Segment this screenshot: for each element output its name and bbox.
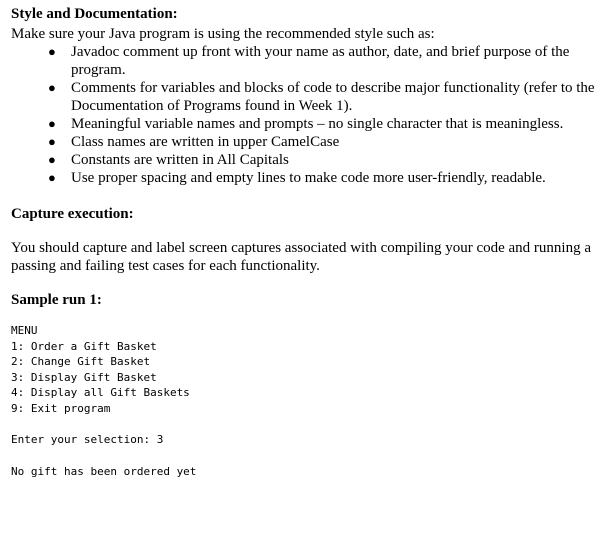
style-bullet-list [11, 43, 596, 187]
selection-prompt: Enter your selection: 3 [11, 433, 164, 446]
list-item-text: Meaningful variable names and prompts – no single character that is meaningless. [71, 116, 564, 132]
list-item-text: Constants are written in All Capitals [71, 152, 289, 168]
menu-item: 9: Exit program [11, 401, 111, 415]
list-item [11, 115, 596, 133]
list-item [11, 133, 596, 151]
document-page [11, 5, 596, 479]
menu-item: 3: Display Gift Basket [11, 370, 157, 384]
capture-execution-text: You should capture and label screen captures associated with compiling your code and running a passing and failing test cases for each functionality. [11, 240, 591, 274]
bullet-icon: ● [48, 80, 56, 95]
list-item-text: Javadoc comment up front with your name as author, date, and brief purpose of the program. [71, 44, 570, 78]
list-item-text: Class names are written in upper CamelCase [71, 134, 340, 150]
menu-item: 1: Order a Gift Basket [11, 339, 157, 353]
menu-item: 2: Change Gift Basket [11, 355, 151, 368]
bullet-icon: ● [48, 116, 56, 131]
result-message: No gift has been ordered yet [11, 464, 197, 478]
bullet-icon: ● [48, 152, 56, 167]
list-item [11, 151, 596, 169]
sample-run-output [11, 323, 596, 479]
bullet-icon: ● [48, 44, 56, 59]
style-documentation-heading: Style and Documentation: [11, 6, 178, 22]
list-item-text: Use proper spacing and empty lines to make code more user-friendly, readable. [71, 170, 546, 186]
list-item [11, 79, 596, 115]
style-intro-text: Make sure your Java program is using the recommended style such as: [11, 26, 435, 42]
list-item-text: Comments for variables and blocks of code to describe major functionality (refer to the Documentation of Programs found in Week 1). [71, 80, 595, 114]
bullet-icon: ● [48, 134, 56, 149]
menu-title: MENU [11, 324, 38, 337]
list-item [11, 169, 596, 187]
menu-item: 4: Display all Gift Baskets [11, 386, 190, 399]
sample-run-heading: Sample run 1: [11, 292, 102, 308]
list-item [11, 43, 596, 79]
capture-execution-heading: Capture execution: [11, 206, 134, 222]
bullet-icon: ● [48, 170, 56, 185]
